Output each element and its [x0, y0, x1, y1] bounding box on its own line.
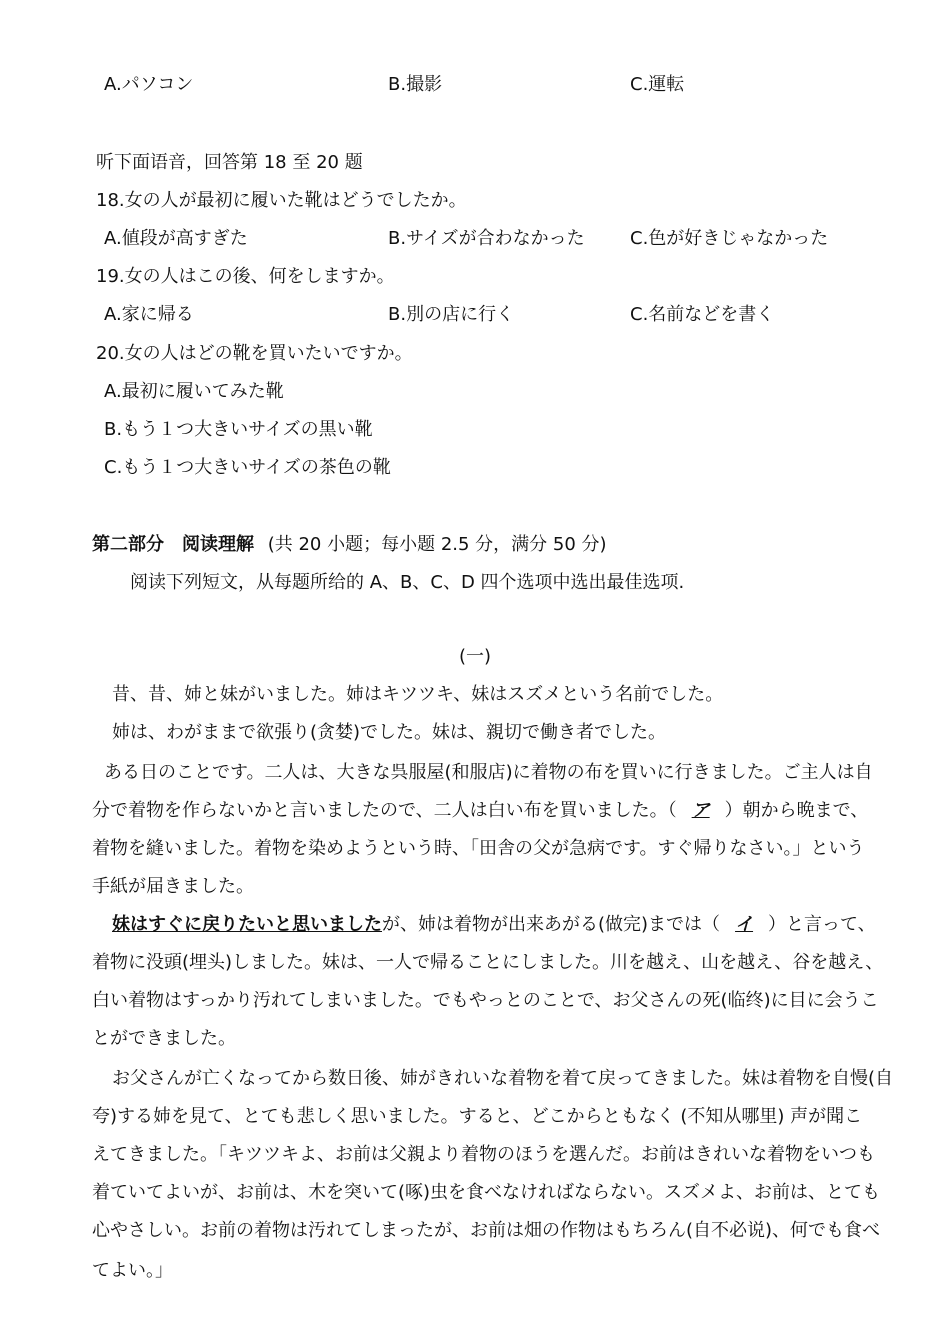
- q19-option-b: B.別の店に行く: [388, 304, 515, 325]
- section-scoring: (共 20 小题；每小题 2.5 分，满分 50 分): [267, 534, 607, 555]
- q18-option-a: A.値段が高すぎた: [104, 228, 248, 249]
- q18-question: 18.女の人が最初に履いた靴はどうでしたか。: [96, 190, 467, 211]
- passage-line-7: [112, 910, 876, 936]
- q18-options: [104, 224, 924, 250]
- passage-line-2: 姉は、わがままで欲張り(贪婪)でした。妹は、親切で働き者でした。: [112, 722, 667, 743]
- q20-option-c: C.もう１つ大きいサイズの茶色の靴: [104, 457, 391, 478]
- passage-line-14: 着ていてよいが、お前は、木を突いて(啄)虫を食べなければならない。スズメよ、お前は、とても: [92, 1182, 881, 1203]
- q18-option-c: C.色が好きじゃなかった: [630, 228, 829, 249]
- q19-question: 19.女の人はこの後、何をしますか。: [96, 266, 395, 287]
- passage-line-8: 着物に没頭(埋头)しました。妹は、一人で帰ることにしました。川を越え、山を越え、谷を越え、: [92, 952, 884, 973]
- passage-line-1: 昔、昔、姉と妹がいました。姉はキツツキ、妹はスズメという名前でした。: [112, 684, 724, 705]
- passage-line-12: 夸)する姉を見て、とても悲しく思いました。すると、どこからともなく (不知从哪里) 声が聞こ: [92, 1106, 863, 1127]
- blank-i: イ: [735, 914, 754, 935]
- passage-line-7-end: ）と言って、: [768, 914, 876, 935]
- passage-line-10: とができました。: [92, 1028, 236, 1049]
- q20-question: 20.女の人はどの靴を買いたいですか。: [96, 343, 413, 364]
- q20-option-a: A.最初に履いてみた靴: [104, 381, 284, 402]
- q17-options: [104, 70, 924, 96]
- passage-line-7-middle: が、姉は着物が出来あがる(做完)までは（: [382, 914, 721, 935]
- section-instruction: 阅读下列短文，从每题所给的 A、B、C、D 四个选项中选出最佳选项.: [130, 572, 685, 593]
- blank-a: ア: [691, 800, 710, 821]
- passage-line-4-end: ）朝から晩まで、: [724, 800, 869, 821]
- passage-line-6: 手紙が届きました。: [92, 876, 254, 897]
- passage-line-4-start: 分で着物を作らないかと言いましたので、二人は白い布を買いました。（: [92, 800, 677, 821]
- passage-line-9: 白い着物はすっかり汚れてしまいました。でもやっとのことで、お父さんの死(临终)に目に会うこ: [92, 990, 879, 1011]
- q19-option-c: C.名前などを書く: [630, 304, 775, 325]
- passage-line-3: ある日のことです。二人は、大きな呉服屋(和服店)に着物の布を買いに行きました。ご主人は自: [104, 762, 873, 783]
- q20-option-b: B.もう１つ大きいサイズの黒い靴: [104, 419, 373, 440]
- q19-options: [104, 300, 924, 326]
- listening-instruction: 听下面语音，回答第 18 至 20 题: [96, 152, 363, 173]
- q17-option-b: B.撮影: [388, 74, 443, 95]
- q19-option-a: A.家に帰る: [104, 304, 194, 325]
- q17-option-c: C.運転: [630, 74, 685, 95]
- passage-line-13: えてきました。「キツツキよ、お前は父親より着物のほうを選んだ。お前はきれいな着物をいつも: [92, 1144, 875, 1165]
- passage-number: (一): [458, 646, 492, 667]
- section-title: 第二部分 阅读理解: [92, 534, 254, 555]
- section-heading: [92, 530, 607, 556]
- passage-line-5: 着物を縫いました。着物を染めようという時、「田舎の父が急病です。すぐ帰りなさい。」という: [92, 838, 865, 859]
- passage-line-4: [92, 796, 868, 822]
- passage-line-11: お父さんが亡くなってから数日後、姉がきれいな着物を着て戻ってきました。妹は着物を自慢(自: [112, 1068, 894, 1089]
- q18-option-b: B.サイズが合わなかった: [388, 228, 585, 249]
- passage-line-15: 心やさしい。お前の着物は汚れてしまったが、お前は畑の作物はもちろん(自不必说)、何でも食べ: [92, 1220, 881, 1241]
- q17-option-a: A.パソコン: [104, 74, 194, 95]
- underlined-sentence: 妹はすぐに戻りたいと思いました: [112, 914, 382, 935]
- passage-line-16: てよい。」: [92, 1260, 173, 1281]
